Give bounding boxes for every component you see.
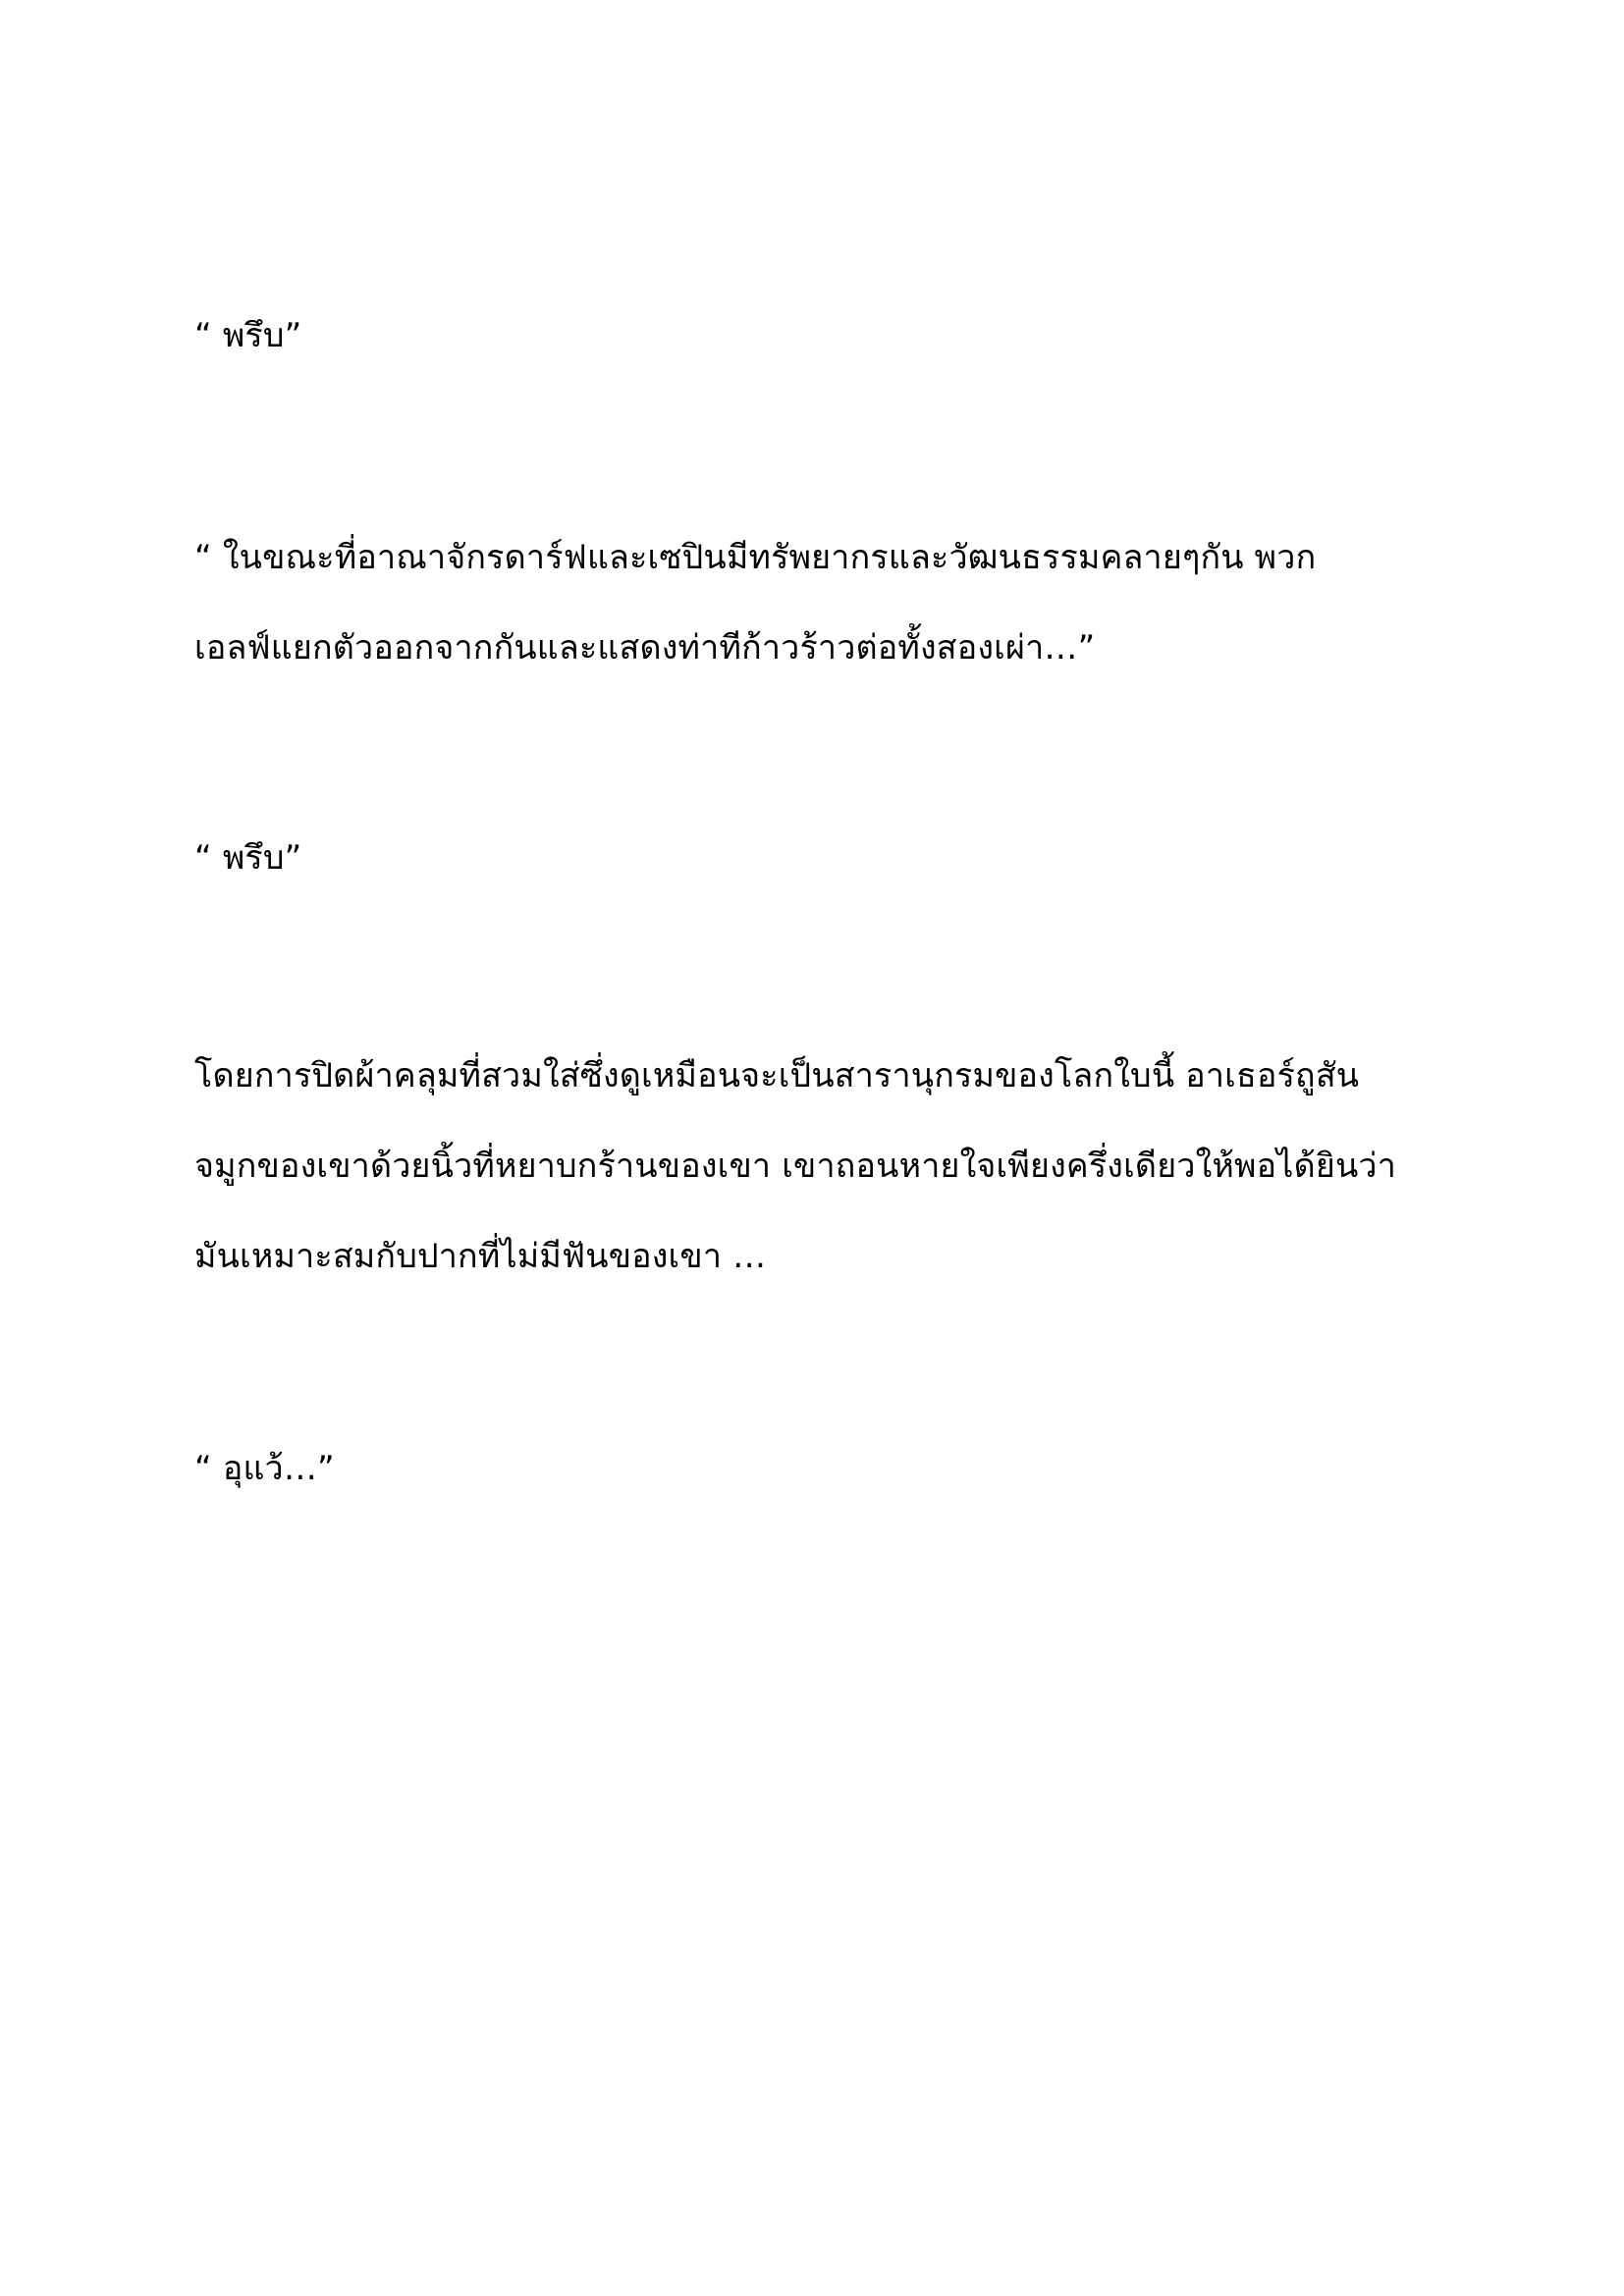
text-line: “ พรึบ” [194,838,302,878]
dialogue-paragraph [194,512,1471,693]
narration-paragraph [194,1031,1471,1302]
text-line: “ ในขณะที่อาณาจักรดาร์ฟและเซปินมีทรัพยากรและวัฒนธรรมคลายๆกัน พวก [194,538,1317,577]
text-line: โดยการปิดผ้าคลุมที่สวมใส่ซึ่งดูเหมือนจะเป็นสารานุกรมของโลกใบนี้ อาเธอร์ถูสัน [194,1056,1360,1095]
dialogue-paragraph [194,813,1471,903]
text-line: จมูกของเขาด้วยนิ้วที่หยาบกร้านของเขา เขาถอนหายใจเพียงครึ่งเดียวให้พอได้ยินว่า [194,1147,1396,1186]
text-line: มันเหมาะสมกับปากที่ไม่มีฟันของเขา … [194,1237,767,1276]
text-line: “ พรึบ” [194,316,302,355]
text-line: เอลฟ์แยกตัวออกจากกันและแสดงท่าทีก้าวร้าวต่อทั้งสองเผ่า…” [194,628,1096,667]
text-line: “ อุแว้…” [194,1449,335,1488]
dialogue-paragraph [194,1423,1471,1514]
dialogue-paragraph [194,291,1471,381]
